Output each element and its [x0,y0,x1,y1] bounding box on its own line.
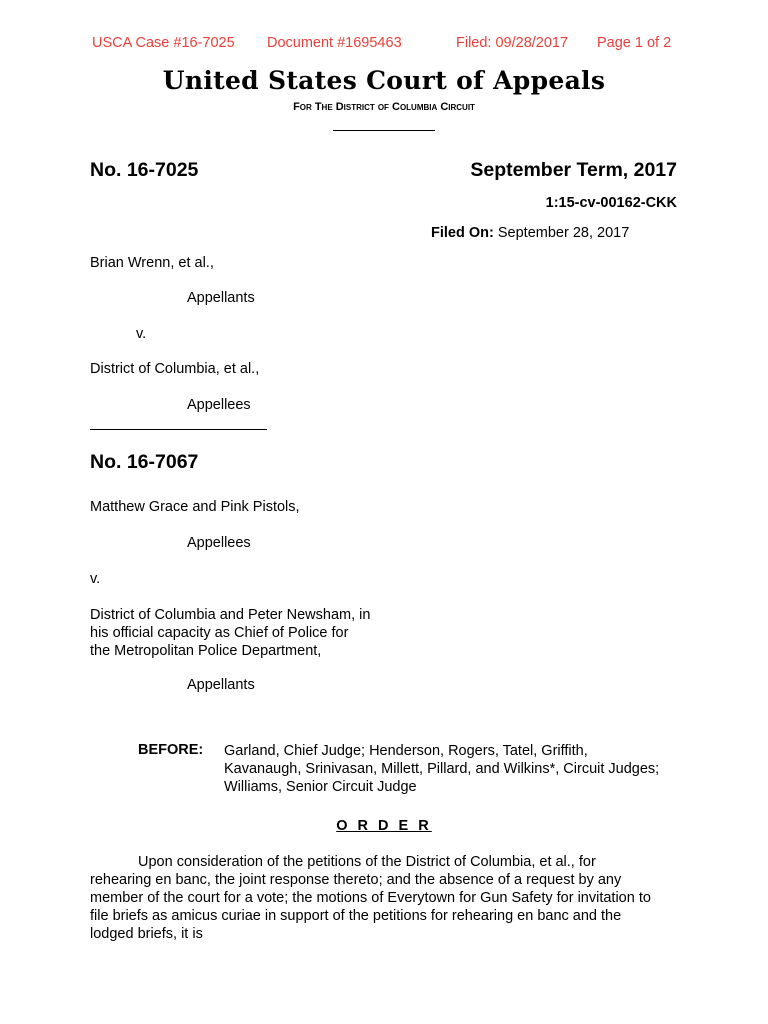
header-filed-date: Filed: 09/28/2017 [456,35,569,51]
case1-role2: Appellees [187,397,251,413]
case2-party2-line: his official capacity as Chief of Police for [90,625,349,641]
header-case-number: USCA Case #16-7025 [92,35,235,51]
case2-versus: v. [90,571,101,587]
panel-line: Garland, Chief Judge; Henderson, Rogers, Tatel, Griffith, [224,743,588,759]
order-line: Upon consideration of the petitions of the District of Columbia, et al., for [138,854,596,870]
case2-number: No. 16-7067 [90,451,199,473]
header-page-number: Page 1 of 2 [597,35,672,51]
order-heading: O R D E R [336,818,432,834]
case1-party2: District of Columbia, et al., [90,361,260,377]
order-line: member of the court for a vote; the motions of Everytown for Gun Safety for invitation to [90,890,651,906]
case1-filed-on [431,225,629,241]
case2-party2 [90,606,370,660]
order-line: file briefs as amicus curiae in support of the petitions for rehearing en banc and the [90,908,622,924]
order-line: lodged briefs, it is [90,926,203,942]
case1-party1: Brian Wrenn, et al., [90,255,214,271]
court-title: United States Court of Appeals [162,66,606,95]
filed-on-date: September 28, 2017 [497,225,630,241]
case1-term: September Term, 2017 [470,159,677,181]
panel-label: BEFORE: [138,742,204,758]
header-document-number: Document #1695463 [267,35,402,51]
order-line: rehearing en banc, the joint response thereto; and the absence of a request by any [90,872,622,888]
case2-party2-line: District of Columbia and Peter Newsham, in [90,607,371,623]
case2-party1: Matthew Grace and Pink Pistols, [90,499,300,515]
court-circuit: For The District of Columbia Circuit [293,101,475,113]
case2-role1: Appellees [187,535,251,551]
case1-versus: v. [136,326,147,342]
case-divider [90,429,267,430]
case1-number: No. 16-7025 [90,159,199,181]
order-paragraph [90,853,690,943]
case2-party2-line: the Metropolitan Police Department, [90,643,322,659]
panel-line: Kavanaugh, Srinivasan, Millett, Pillard, and Wilkins*, Circuit Judges; [224,761,660,777]
case1-role1: Appellants [187,290,255,306]
case1-docket: 1:15-cv-00162-CKK [545,195,677,211]
title-divider [333,130,435,131]
panel-judges [224,742,694,796]
panel-line: Williams, Senior Circuit Judge [224,779,417,795]
case2-role2: Appellants [187,677,255,693]
filed-on-label: Filed On: [431,225,494,241]
